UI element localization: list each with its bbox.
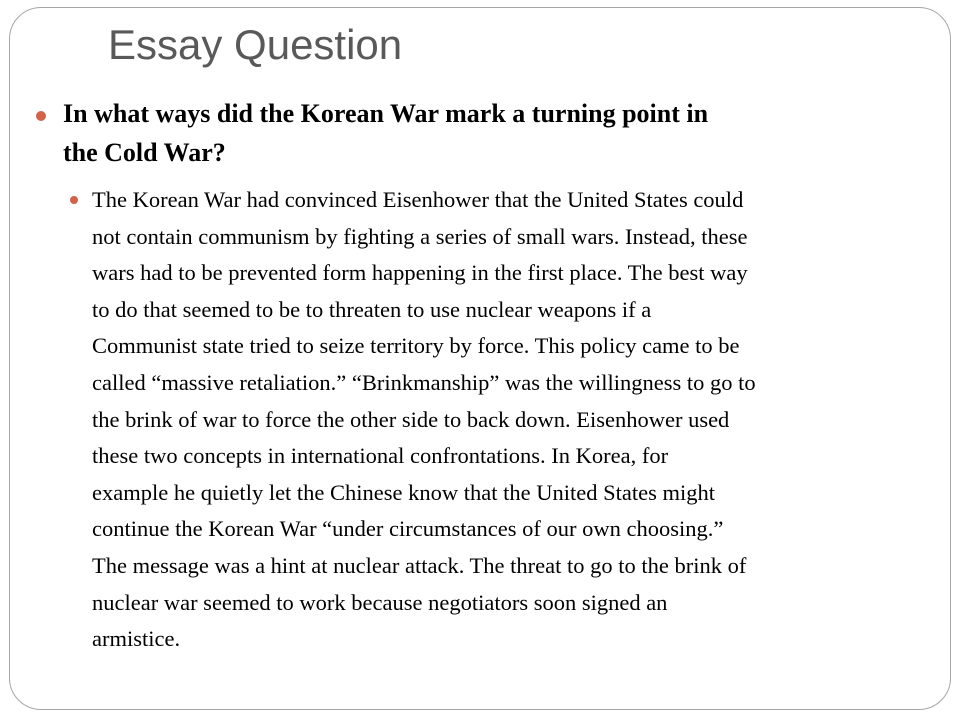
question-line: In what ways did the Korean War mark a turning point in <box>63 99 709 128</box>
answer-line: armistice. <box>92 626 181 652</box>
answer-text <box>92 182 944 658</box>
answer-line: these two concepts in international confrontations. In Korea, for <box>92 443 669 469</box>
answer-line: The Korean War had convinced Eisenhower that the United States could <box>92 187 744 212</box>
answer-line: continue the Korean War “under circumstances of our own choosing.” <box>92 516 724 542</box>
answer-line: The message was a hint at nuclear attack. The threat to go to the brink of <box>92 552 747 578</box>
answer-line: to do that seemed to be to threaten to use nuclear weapons if a <box>92 296 652 322</box>
question-line: the Cold War? <box>63 138 226 167</box>
answer-line: not contain communism by fighting a series of small wars. Instead, these <box>92 223 748 249</box>
answer-line: Communist state tried to seize territory by force. This policy came to be <box>92 333 740 359</box>
slide-title: Essay Question <box>108 21 403 68</box>
bullet-dot-icon <box>36 111 46 121</box>
answer-line: wars had to be prevented form happening in the first place. The best way <box>92 260 748 286</box>
answer-line: the brink of war to force the other side to back down. Eisenhower used <box>92 406 730 432</box>
answer-line: example he quietly let the Chinese know that the United States might <box>92 479 715 505</box>
answer-line: called “massive retaliation.” “Brinkmanship” was the willingness to go to <box>92 369 756 395</box>
bullet-dot-icon <box>70 196 78 204</box>
question-text <box>63 94 923 172</box>
answer-line: nuclear war seemed to work because negotiators soon signed an <box>92 589 668 615</box>
